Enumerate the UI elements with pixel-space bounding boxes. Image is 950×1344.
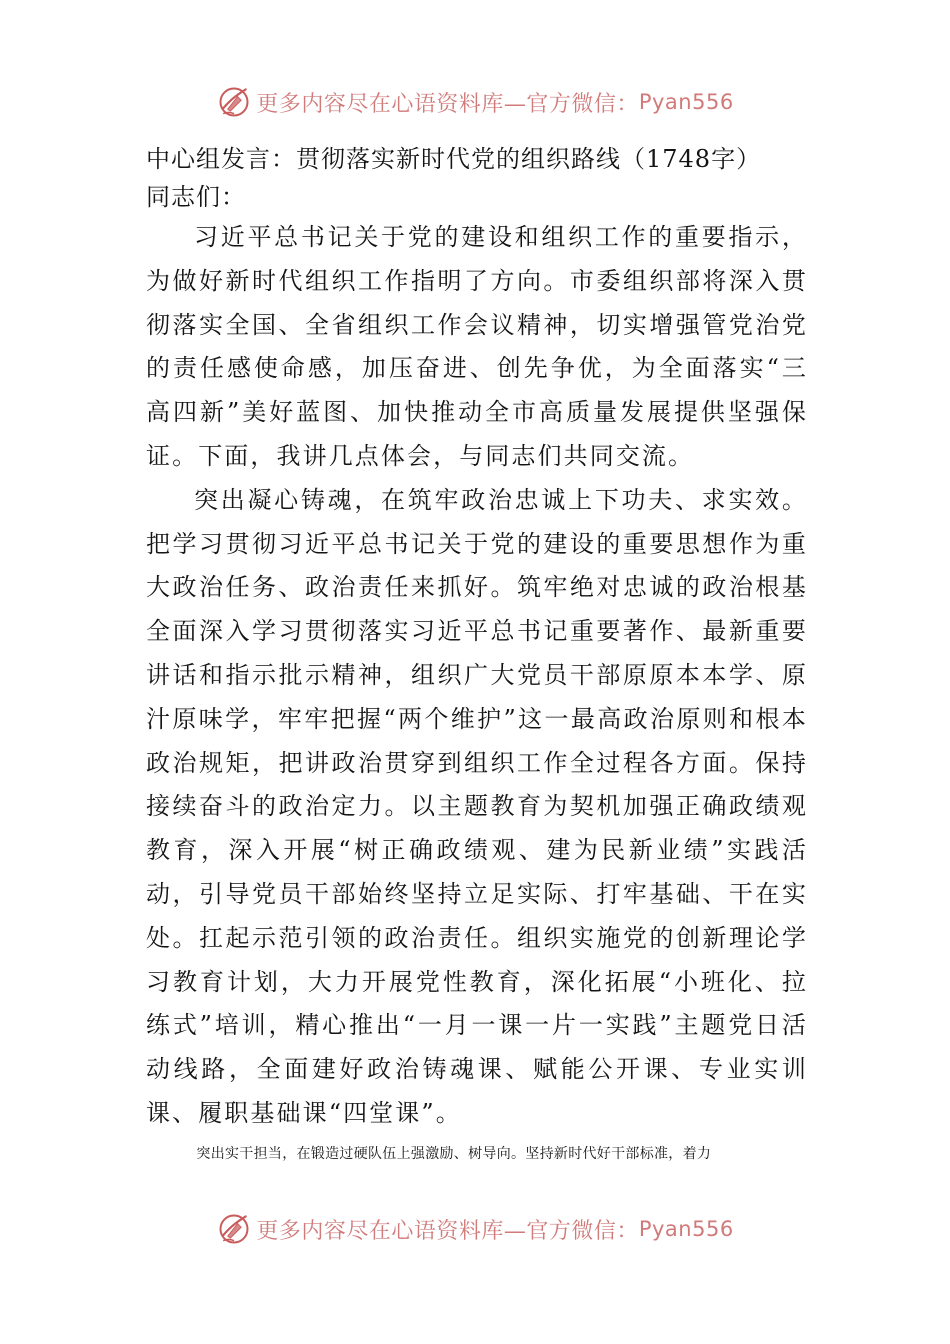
- document-title: 中心组发言：贯彻落实新时代党的组织路线（1748字）: [146, 145, 762, 173]
- header-watermark: [0, 80, 950, 124]
- watermark-account: Pyan556: [638, 1217, 734, 1241]
- pen-nib-logo-icon: [216, 84, 252, 120]
- watermark-text: 更多内容尽在心语资料库—官方微信：: [256, 1218, 639, 1244]
- watermark-account: Pyan556: [638, 90, 734, 114]
- greeting: 同志们：: [146, 183, 246, 211]
- document-body: [146, 140, 808, 1169]
- pen-nib-logo-icon: [216, 1211, 252, 1247]
- watermark-text: 更多内容尽在心语资料库—官方微信：: [256, 91, 639, 117]
- footer-watermark: [0, 1207, 950, 1251]
- trailing-paragraph-line: 突出实干担当，在锻造过硬队伍上强激励、树导向。坚持新时代好干部标准，着力: [196, 1145, 712, 1162]
- paragraph-2: 突出凝心铸魂，在筑牢政治忠诚上下功夫、求实效。把学习贯彻习近平总书记关于党的建设的重要思想作为重大政治任务、政治责任来抓好。筑牢绝对忠诚的政治根基全面深入学习贯彻落实习近平总书记重要著作、最新重要讲话和指示批示精神，组织广大党员干部原原本本学、原汁原味学，牢牢把握“两个维护”这一最高政治原则和根本政治规矩，把讲政治贯穿到组织工作全过程各方面。保持接续奋斗的政治定力。以主题教育为契机加强正确政绩观教育，深入开展“树正确政绩观、建为民新业绩”实践活动，引导党员干部始终坚持立足实际、打牢基础、干在实处。扛起示范引领的政治责任。组织实施党的创新理论学习教育计划，大力开展党性教育，深化拓展“小班化、拉练式”培训，精心推出“一月一课一片一实践”主题党日活动线路，全面建好政治铸魂课、赋能公开课、专业实训课、履职基础课“四堂课”。: [146, 485, 808, 1127]
- paragraph-1: 习近平总书记关于党的建设和组织工作的重要指示，为做好新时代组织工作指明了方向。市委组织部将深入贯彻落实全国、全省组织工作会议精神，切实增强管党治党的责任感使命感，加压奋进、创先争优，为全面落实“三高四新”美好蓝图、加快推动全市高质量发展提供坚强保证。下面，我讲几点体会，与同志们共同交流。: [146, 223, 808, 470]
